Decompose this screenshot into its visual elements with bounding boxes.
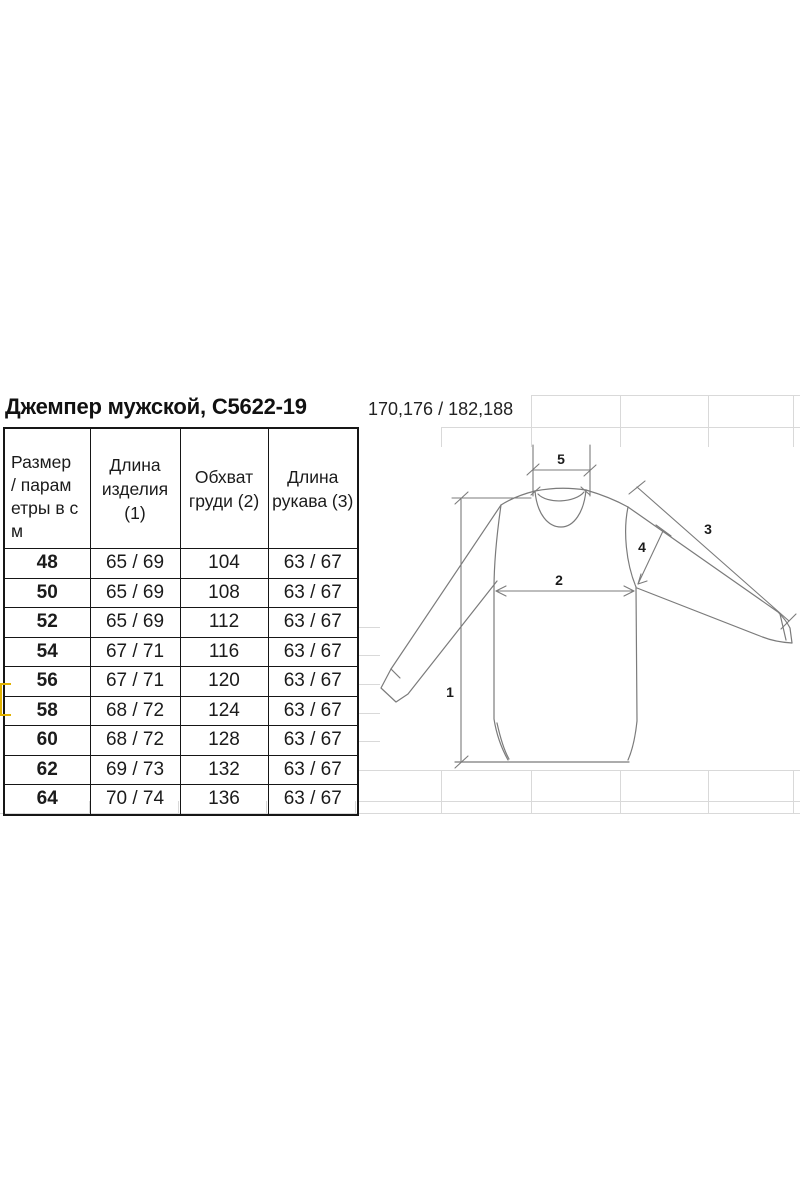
dim-label-armhole: 4 — [638, 539, 646, 555]
cell-sleeve: 63 / 67 — [268, 755, 358, 785]
cell-chest: 112 — [180, 608, 268, 638]
cell-length: 65 / 69 — [90, 549, 180, 579]
cell-size: 56 — [4, 667, 90, 697]
dimension-lines — [452, 445, 796, 768]
cell-chest: 116 — [180, 637, 268, 667]
sweater-outline — [381, 488, 792, 762]
cell-chest: 108 — [180, 578, 268, 608]
cell-size: 60 — [4, 726, 90, 756]
height-range-label: 170,176 / 182,188 — [368, 399, 514, 419]
page-title: Джемпер мужской, С5622-19 — [5, 394, 307, 419]
header-chest: Обхват груди (2) — [180, 428, 268, 549]
cell-size: 50 — [4, 578, 90, 608]
header-size-params: Размер / параметры в см — [4, 428, 90, 549]
cell-length: 67 / 71 — [90, 637, 180, 667]
dim-label-neck-width: 5 — [557, 451, 565, 467]
cell-size: 62 — [4, 755, 90, 785]
cell-length: 65 / 69 — [90, 578, 180, 608]
cell-sleeve: 63 / 67 — [268, 726, 358, 756]
cell-chest: 128 — [180, 726, 268, 756]
cell-length: 69 / 73 — [90, 755, 180, 785]
cell-sleeve: 63 / 67 — [268, 667, 358, 697]
cell-chest: 132 — [180, 755, 268, 785]
cell-chest: 104 — [180, 549, 268, 579]
cell-length: 68 / 72 — [90, 696, 180, 726]
cell-sleeve: 63 / 67 — [268, 549, 358, 579]
cell-length: 67 / 71 — [90, 667, 180, 697]
cell-chest: 136 — [180, 785, 268, 815]
dim-label-body-length: 1 — [446, 684, 454, 700]
cell-length: 70 / 74 — [90, 785, 180, 815]
cell-size: 52 — [4, 608, 90, 638]
cell-size: 58 — [4, 696, 90, 726]
cell-sleeve: 63 / 67 — [268, 578, 358, 608]
cell-length: 65 / 69 — [90, 608, 180, 638]
cell-chest: 120 — [180, 667, 268, 697]
dim-label-chest-width: 2 — [555, 572, 563, 588]
cell-sleeve: 63 / 67 — [268, 608, 358, 638]
dim-label-sleeve-length: 3 — [704, 521, 712, 537]
header-sleeve: Длина рукава (3) — [268, 428, 358, 549]
cell-sleeve: 63 / 67 — [268, 696, 358, 726]
cell-selection-accent — [0, 683, 11, 716]
header-product-length: Длина изделия (1) — [90, 428, 180, 549]
cell-size: 48 — [4, 549, 90, 579]
cell-chest: 124 — [180, 696, 268, 726]
cell-sleeve: 63 / 67 — [268, 785, 358, 815]
cell-sleeve: 63 / 67 — [268, 637, 358, 667]
cell-length: 68 / 72 — [90, 726, 180, 756]
cell-size: 54 — [4, 637, 90, 667]
cell-size: 64 — [4, 785, 90, 815]
